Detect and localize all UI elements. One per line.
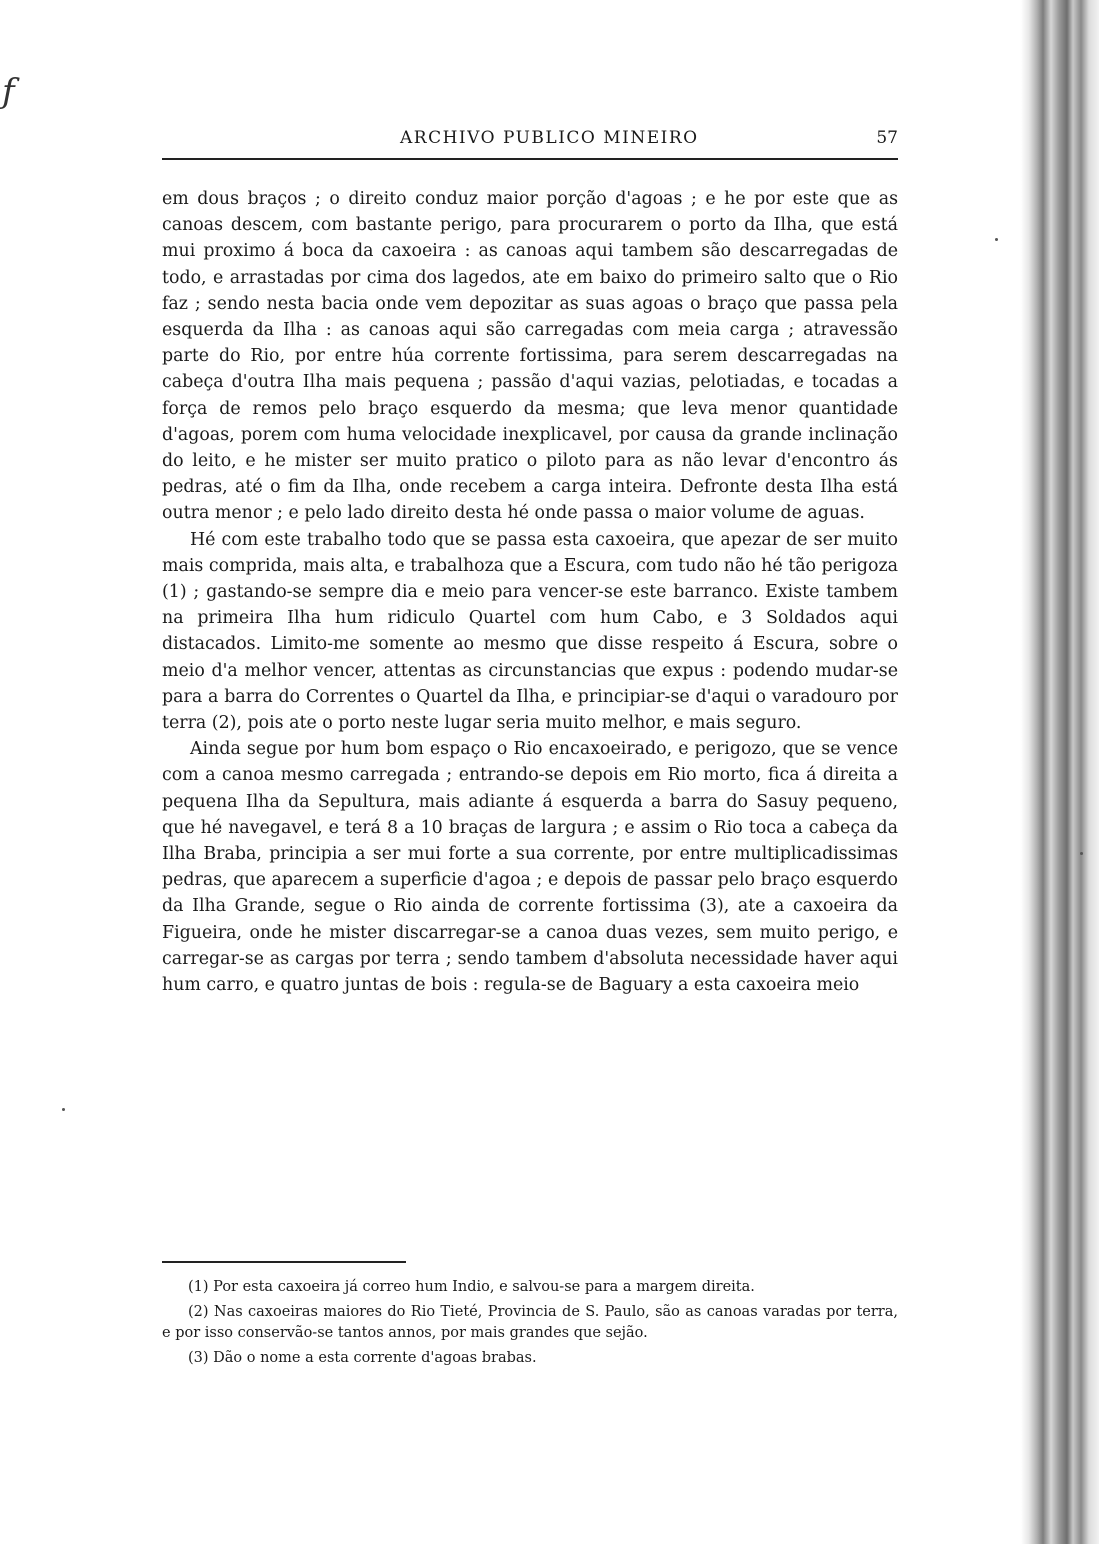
dust-speck (1080, 852, 1083, 855)
paragraph: em dous braços ; o direito conduz maior porção d'agoas ; e he por este que as canoas descem, com bastante perigo, para procurarem o porto da Ilha, que está mui proximo á boca da caxoeira : as canoas aqui tambem são descarregadas de todo, e arrastadas por cima dos lagedos, ate em baixo do primeiro salto que o Rio faz ; sendo nesta bacia onde vem depozitar as suas agoas o braço que passa pela esquerda da Ilha : as canoas aqui são carregadas com meia carga ; atravessão parte do Rio, por entre húa corrente fortissima, para serem descarregadas na cabeça d'outra Ilha mais pequena ; passão d'aqui vazias, pelotiadas, e tocadas a força de remos pelo braço esquerdo da mesma; que leva menor quantidade d'agoas, porem com huma velocidade inexplicavel, por causa da grande inclinação do leito, e he mister ser muito pratico o piloto para as não levar d'encontro ás pedras, até o fim da Ilha, onde recebem a carga inteira. Defronte desta Ilha está outra menor ; e pelo lado direito desta hé onde passa o maior volume de aguas. (162, 189, 898, 524)
paragraph: Hé com este trabalho todo que se passa esta caxoeira, que apezar de ser muito mais comprida, mais alta, e trabalhoza que a Escura, com tudo não hé tão perigoza (1) ; gastando-se sempre dia e meio para vencer-se este barranco. Existe tambem na primeira Ilha hum ridiculo Quartel com hum Cabo, e 3 Soldados aqui distacados. Limito-me somente ao mesmo que disse respeito á Escura, sobre o meio d'a melhor vencer, attentas as circunstancias que expus : podendo mudar-se para a barra do Correntes o Quartel da Ilha, e principiar-se d'aqui o varadouro por terra (2), pois ate o porto neste lugar seria muito melhor, e mais seguro. (162, 529, 898, 734)
page-header (162, 128, 898, 152)
dust-speck (62, 1108, 65, 1111)
header-rule (162, 158, 898, 160)
footnote-rule (162, 1261, 406, 1263)
page-number: 57 (876, 128, 898, 148)
footnotes (162, 1277, 898, 1373)
margin-ink-mark: ƒ (2, 72, 15, 112)
footnote: (2) Nas caxoeiras maiores do Rio Tieté, Provincia de S. Paulo, são as canoas varadas por terra, e por isso conservão-se tantos annos, por mais grandes que sejão. (162, 1304, 898, 1341)
paragraph: Ainda segue por hum bom espaço o Rio encaxoeirado, e perigozo, que se vence com a canoa mesmo carregada ; entrando-se depois em Rio morto, fica á direita a pequena Ilha da Sepultura, mais adiante á esquerda a barra do Sasuy pequeno, que hé navegavel, e terá 8 a 10 braças de largura ; e assim o Rio toca a cabeça da Ilha Braba, principia a ser mui forte a sua corrente, por entre multiplicadissimas pedras, que aparecem a superficie d'agoa ; e depois de passar pelo braço esquerdo da Ilha Grande, segue o Rio ainda de corrente fortissima (3), ate a caxoeira da Figueira, onde he mister discarregar-se a canoa duas vezes, sem muito perigo, e carregar-se as cargas por terra ; sendo tambem d'absoluta necessidade haver aqui hum carro, e quatro juntas de bois : regula-se de Baguary a esta caxoeira meio (162, 739, 898, 996)
footnote: (1) Por esta caxoeira já correo hum Indio, e salvou-se para a margem direita. (188, 1279, 755, 1295)
dust-speck (995, 238, 998, 241)
footnote: (3) Dão o nome a esta corrente d'agoas brabas. (188, 1350, 537, 1366)
book-spine-edge (959, 0, 1099, 1544)
body-text (162, 186, 898, 998)
running-title: ARCHIVO PUBLICO MINEIRO (400, 128, 699, 148)
